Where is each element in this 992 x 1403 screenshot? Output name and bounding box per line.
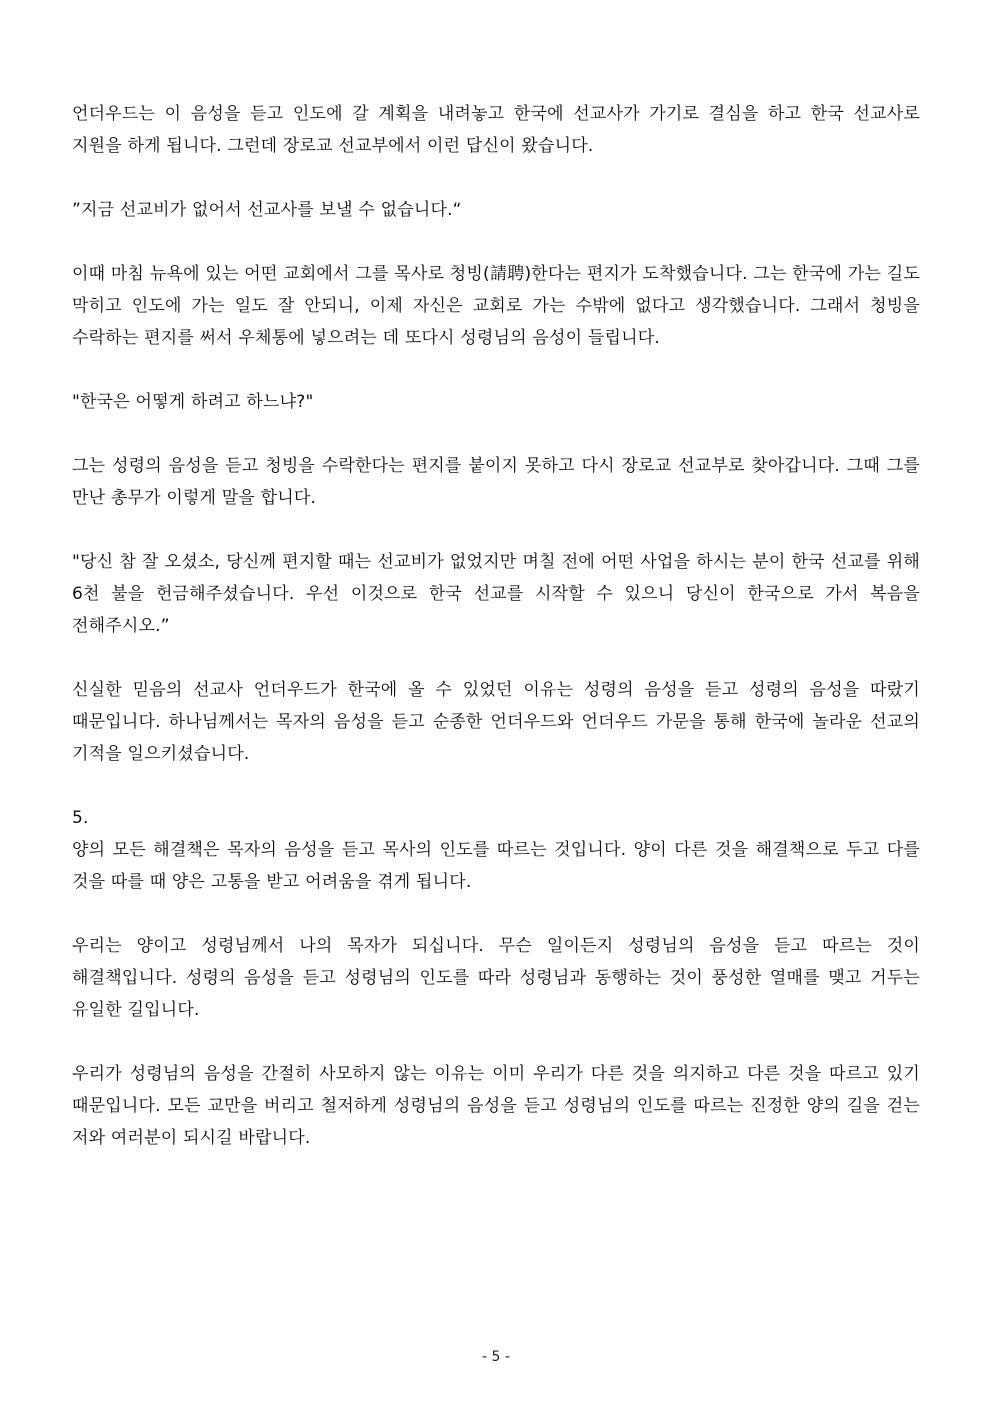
paragraph-missionary-reason: 신실한 믿음의 선교사 언더우드가 한국에 올 수 있었던 이유는 성령의 음성을 듣고 성령의 음성을 따랐기 때문입니다. 하나님께서는 목자의 음성을 듣고 순종한 언더우드와 언더우드 가문을 통해 한국에 놀라운 선교의 기적을 일으키셨습니다. bbox=[72, 680, 920, 764]
paragraph-sheep-solution: 양의 모든 해결책은 목자의 음성을 듣고 목사의 인도를 따르는 것입니다. 양이 다른 것을 해결책으로 두고 다를 것을 따를 때 양은 고통을 받고 어려움을 겪게 됩니다. bbox=[72, 840, 920, 892]
quote-spirit-question: "한국은 어떻게 하려고 하느냐?" bbox=[72, 392, 314, 412]
paragraph-closing-exhortation: 우리가 성령님의 음성을 간절히 사모하지 않는 이유는 이미 우리가 다른 것을 의지하고 다른 것을 따르고 있기 때문입니다. 모든 교만을 버리고 철저하게 성령님의 음성을 듣고 성령님의 인도를 따르는 진정한 양의 길을 걷는 저와 여러분이 되시길 바랍니다. bbox=[72, 1064, 920, 1148]
paragraph-church-invitation: 이때 마침 뉴욕에 있는 어떤 교회에서 그를 목사로 청빙(請聘)한다는 편지가 도착했습니다. 그는 한국에 가는 길도 막히고 인도에 가는 일도 잘 안되니, 이제 자신은 교회로 가는 수밖에 없다고 생각했습니다. 그래서 청빙을 수락하는 편지를 써서 우체통에 넣으려는 데 또다시 성령님의 음성이 들립니다. bbox=[72, 264, 920, 348]
quote-no-funds: ”지금 선교비가 없어서 선교사를 보낼 수 없습니다.“ bbox=[72, 200, 462, 220]
quote-secretary-reply: "당신 참 잘 오셨소, 당신께 편지할 때는 선교비가 없었지만 며칠 전에 어떤 사업을 하시는 분이 한국 선교를 위해 6천 불을 헌금해주셨습니다. 우선 이것으로 한국 선교를 시작할 수 있으니 당신이 한국으로 가서 복음을 전해주시오.” bbox=[72, 552, 920, 636]
paragraph-return-to-board: 그는 성령의 음성을 듣고 청빙을 수락한다는 편지를 붙이지 못하고 다시 장로교 선교부로 찾아갑니다. 그때 그를 만난 총무가 이렇게 말을 합니다. bbox=[72, 456, 920, 508]
page-number: - 5 - bbox=[482, 1349, 510, 1365]
paragraph-underwood-decision: 언더우드는 이 음성을 듣고 인도에 갈 계획을 내려놓고 한국에 선교사가 가기로 결심을 하고 한국 선교사로 지원을 하게 됩니다. 그런데 장로교 선교부에서 이런 답신이 왔습니다. bbox=[72, 104, 920, 156]
document-body bbox=[72, 98, 920, 1186]
section-number: 5. bbox=[72, 808, 89, 828]
paragraph-spirit-shepherd: 우리는 양이고 성령님께서 나의 목자가 되십니다. 무슨 일이든지 성령님의 음성을 듣고 따르는 것이 해결책입니다. 성령의 음성을 듣고 성령님의 인도를 따라 성령님과 동행하는 것이 풍성한 열매를 맺고 거두는 유일한 길입니다. bbox=[72, 936, 920, 1020]
